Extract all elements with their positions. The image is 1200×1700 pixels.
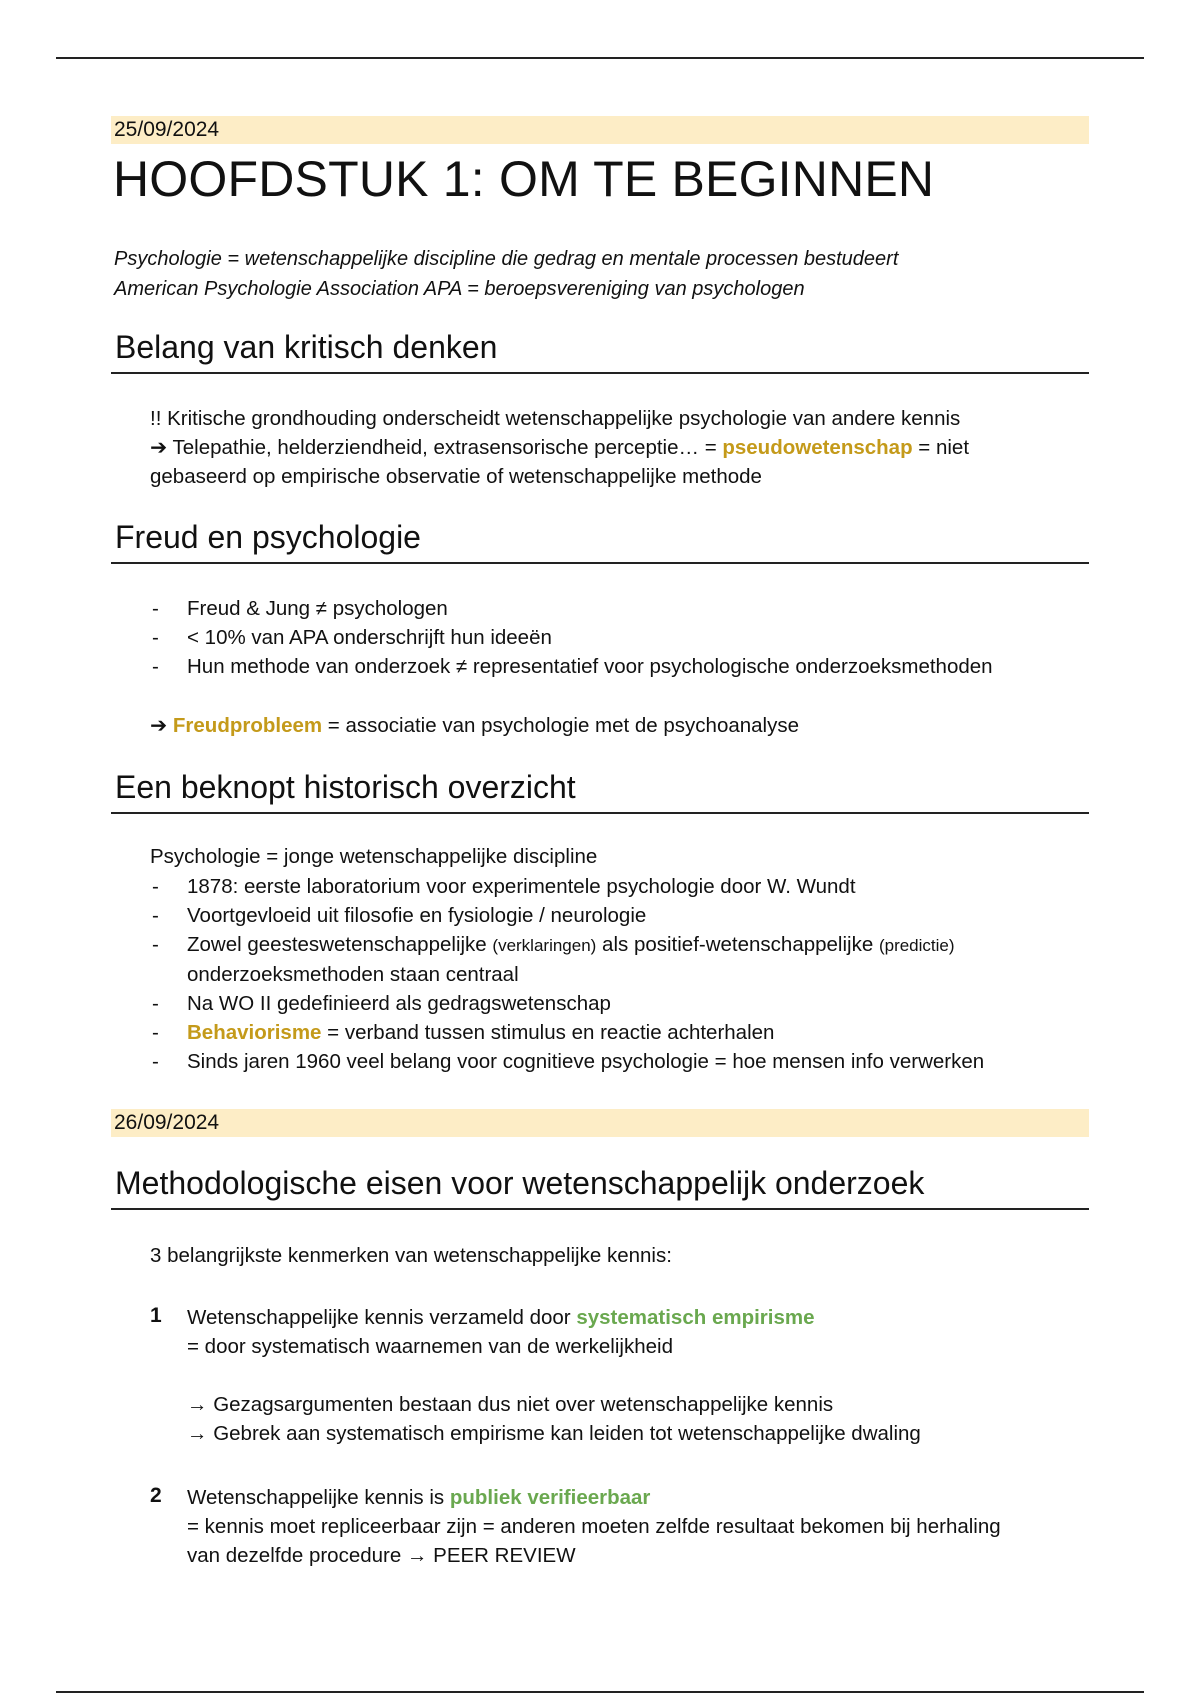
- highlight-term: Behaviorisme: [187, 1021, 322, 1044]
- text-line: [150, 433, 969, 462]
- intro-definitions: [114, 244, 898, 304]
- intro-line-apa: American Psychologie Association APA = beroepsvereniging van psychologen: [114, 278, 805, 300]
- section-kritisch-denken-body: [150, 404, 969, 491]
- date-banner: 26/09/2024: [111, 1109, 1089, 1137]
- text-span: Gebrek aan systematisch empirisme kan leiden tot wetenschappelijke dwaling: [207, 1422, 921, 1445]
- date-banner: 25/09/2024: [111, 116, 1089, 144]
- text-span: Zowel geesteswetenschappelijke: [187, 933, 493, 956]
- arrow-icon: ➔: [150, 714, 168, 737]
- text-line: = door systematisch waarnemen van de werkelijkheid: [187, 1335, 673, 1358]
- section-heading-kritisch-denken: Belang van kritisch denken: [111, 326, 1089, 374]
- text-span: van dezelfde procedure: [187, 1544, 407, 1567]
- text-span: (verklaringen): [492, 936, 597, 955]
- list-item: [150, 1018, 984, 1047]
- text-span: = verband tussen stimulus en reactie achterhalen: [321, 1021, 775, 1044]
- text-span: (predictie): [878, 936, 955, 955]
- text-span: = associatie van psychologie met de psychoanalyse: [322, 714, 800, 737]
- section-heading-freud: Freud en psychologie: [111, 516, 1089, 564]
- list-item: - Freud & Jung ≠ psychologen: [150, 594, 993, 623]
- text-span: Telepathie, helderziendheid, extrasensorische perceptie… =: [167, 436, 723, 459]
- point-2-body: [187, 1483, 1001, 1570]
- list-item: [150, 930, 984, 989]
- arrow-icon: ➔: [150, 436, 168, 459]
- text-line: = kennis moet repliceerbaar zijn = anderen moeten zelfde resultaat bekomen bij herhaling: [187, 1515, 1001, 1538]
- list-item: - Hun methode van onderzoek ≠ representatief voor psychologische onderzoeksmethoden: [150, 652, 993, 681]
- list-item: - Sinds jaren 1960 veel belang voor cognitieve psychologie = hoe mensen info verwerken: [150, 1047, 984, 1076]
- historisch-list: [150, 872, 984, 1076]
- point-number: 2: [150, 1484, 162, 1507]
- list-item: - < 10% van APA onderschrijft hun ideeën: [150, 623, 993, 652]
- text-span: onderzoeksmethoden staan centraal: [187, 963, 519, 986]
- point-1-body: [187, 1303, 921, 1448]
- text-span: Wetenschappelijke kennis verzameld door: [187, 1306, 577, 1329]
- text-line: !! Kritische grondhouding onderscheidt wetenschappelijke psychologie van andere kennis: [150, 407, 961, 430]
- text-line: gebaseerd op empirische observatie of wetenschappelijke methode: [150, 465, 762, 488]
- text-line: [187, 1390, 921, 1419]
- highlight-term: Freudprobleem: [172, 714, 323, 737]
- page-title: HOOFDSTUK 1: OM TE BEGINNEN: [113, 151, 935, 207]
- text-span: Gezagsargumenten bestaan dus niet over wetenschappelijke kennis: [207, 1393, 834, 1416]
- point-number: 1: [150, 1304, 162, 1327]
- bottom-rule: [56, 1691, 1144, 1693]
- text-line: [187, 1303, 921, 1332]
- text-line: [187, 1419, 921, 1448]
- list-item: - Voortgevloeid uit filosofie en fysiologie / neurologie: [150, 901, 984, 930]
- top-rule: [56, 57, 1144, 59]
- methodologie-intro: 3 belangrijkste kenmerken van wetenschappelijke kennis:: [150, 1244, 672, 1267]
- text-span: als positief-wetenschappelijke: [596, 933, 879, 956]
- section-heading-methodologische-eisen: Methodologische eisen voor wetenschappelijk onderzoek: [111, 1162, 1089, 1210]
- text-span: = niet: [912, 436, 970, 459]
- text-span: PEER REVIEW: [427, 1544, 576, 1567]
- list-item: - 1878: eerste laboratorium voor experimentele psychologie door W. Wundt: [150, 872, 984, 901]
- highlight-term: publiek verifieerbaar: [449, 1486, 651, 1509]
- historisch-intro: Psychologie = jonge wetenschappelijke discipline: [150, 845, 598, 868]
- highlight-term: systematisch empirisme: [576, 1306, 815, 1329]
- text-line: [187, 1541, 1001, 1570]
- text-line: [187, 1483, 1001, 1512]
- section-heading-historisch: Een beknopt historisch overzicht: [111, 766, 1089, 814]
- freud-list: [150, 594, 993, 681]
- arrow-icon: →: [187, 1422, 208, 1445]
- text-span: Wetenschappelijke kennis is: [187, 1486, 450, 1509]
- arrow-icon: →: [187, 1393, 208, 1416]
- highlight-term: pseudowetenschap: [722, 436, 913, 459]
- spacer: [187, 1361, 921, 1390]
- list-item: - Na WO II gedefinieerd als gedragswetenschap: [150, 989, 984, 1018]
- intro-line-psychologie: Psychologie = wetenschappelijke discipline die gedrag en mentale processen bestudeert: [114, 248, 899, 270]
- arrow-icon: →: [406, 1544, 428, 1567]
- freud-conclusion: [150, 711, 799, 740]
